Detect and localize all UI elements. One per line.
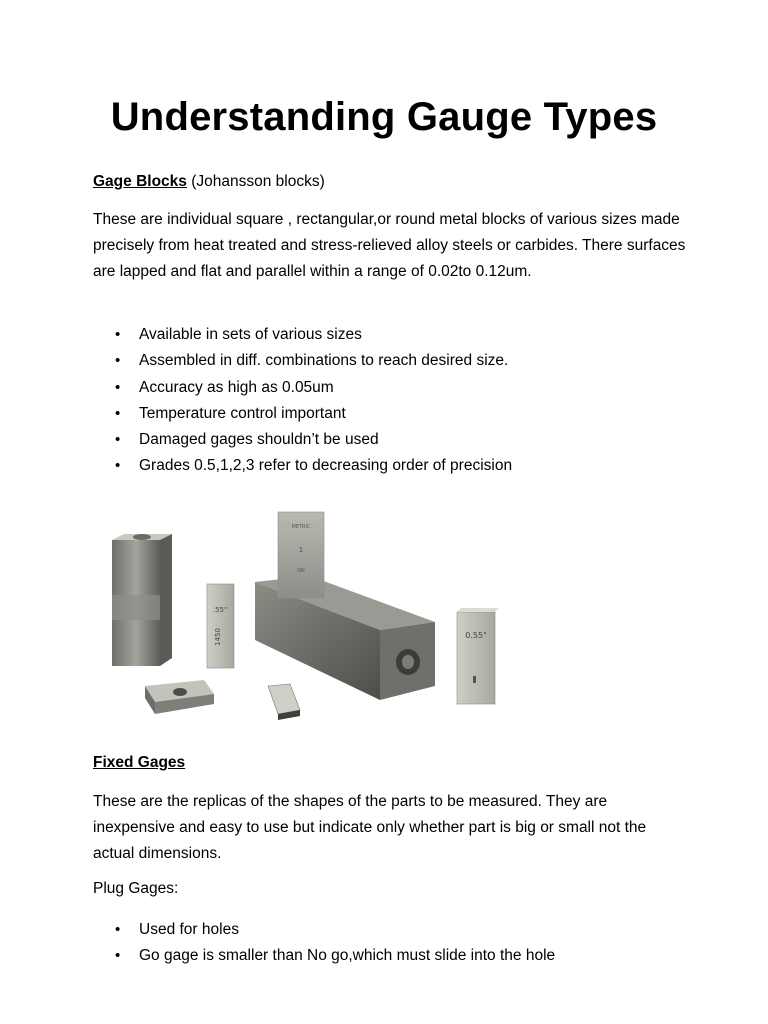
fixed-gages-heading (93, 754, 185, 772)
list-item: • Grades 0.5,1,2,3 refer to decreasing order of precision (93, 453, 693, 479)
block-label-2: 1450 (214, 628, 222, 646)
gage-blocks-heading-suffix: (Johansson blocks) (186, 173, 325, 190)
list-item: • Available in sets of various sizes (93, 322, 693, 348)
small-gage-block-1450 (207, 584, 234, 668)
list-item: • Temperature control important (93, 401, 693, 427)
metric-gage-plate (278, 512, 324, 598)
flat-gage-block (145, 680, 214, 714)
block-label-1: .55" (212, 606, 228, 614)
plate-label-metric: METRIC (291, 524, 311, 530)
fixed-gages-paragraph: These are the replicas of the shapes of the parts to be measured. They are inexpensive and easy to use but indicate only whether part is big or small not the actual dimensions. (93, 793, 647, 862)
gage-block-055 (457, 608, 499, 704)
list-item: • Accuracy as high as 0.05um (93, 375, 693, 401)
gage-blocks-image (100, 490, 520, 720)
tall-gage-block (112, 534, 172, 666)
gage-blocks-bullet-list (93, 322, 693, 480)
block-label-055: 0.55" (465, 631, 487, 640)
list-item: • Assembled in diff. combinations to reach desired size. (93, 348, 693, 374)
list-item: • Used for holes (93, 917, 693, 943)
gage-blocks-heading-label: Gage Blocks (93, 173, 187, 190)
plate-label-dn: DN (297, 568, 305, 574)
fixed-gages-bullet-list (93, 917, 693, 970)
gage-blocks-paragraph: These are individual square , rectangular,or round metal blocks of various sizes made precisely from heat treated and stress-relieved alloy steels or carbides. There surfaces are lapped and flat and parallel within a range of 0.02to 0.12um. (93, 211, 686, 280)
fixed-gages-heading-label: Fixed Gages (93, 754, 186, 771)
page-title: Understanding Gauge Types (110, 95, 658, 139)
plug-gages-subheading: Plug Gages: (93, 880, 179, 897)
list-item: • Go gage is smaller than No go,which must slide into the hole (93, 943, 693, 969)
gage-blocks-heading (93, 173, 325, 191)
thin-gage-block (268, 684, 300, 720)
list-item: • Damaged gages shouldn’t be used (93, 427, 693, 453)
plate-label-size: 1 (298, 546, 304, 554)
